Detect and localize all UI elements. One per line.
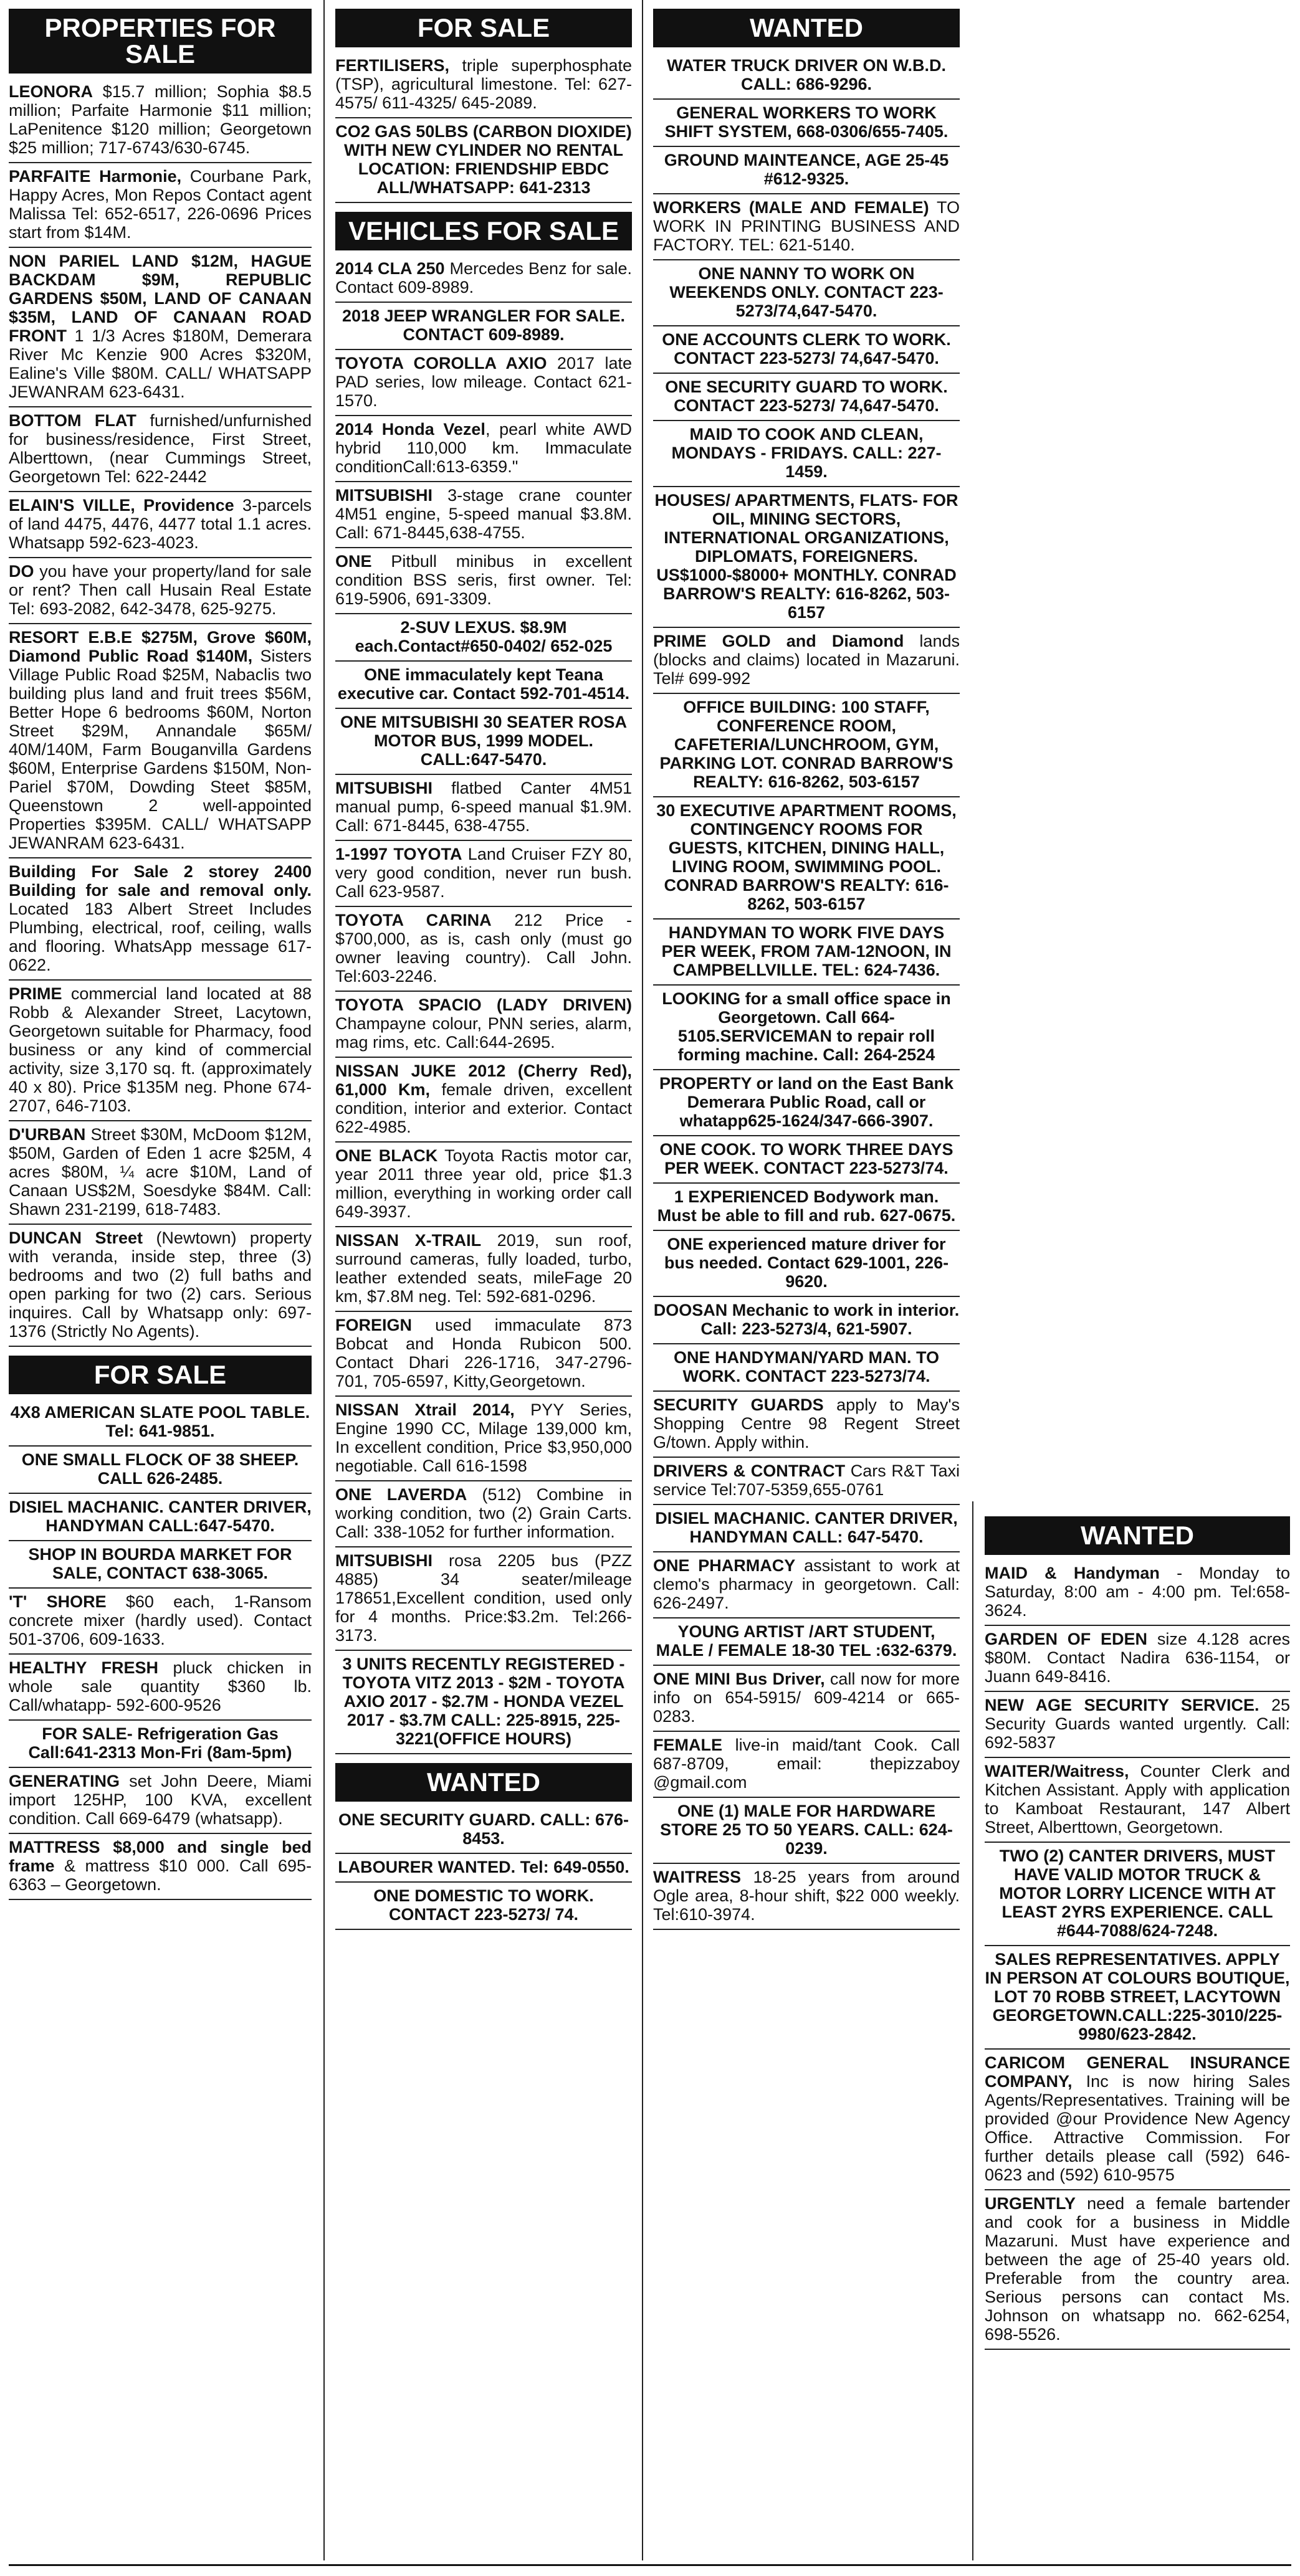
classified-ad bbox=[335, 775, 632, 841]
ad-lead: TOYOTA SPACIO (LADY DRIVEN) bbox=[335, 996, 632, 1014]
ad-body: Inc is now hiring Sales Agents/Representatives. Training will be provided @our Providence New Agency Office. Attractive Commission. For further details please call (592) 646-0623 and (592) 610-9575 bbox=[985, 2072, 1290, 2184]
section-heading: WANTED bbox=[653, 9, 960, 47]
classified-ad bbox=[9, 407, 312, 492]
ad-lead: 2014 CLA 250 bbox=[335, 259, 445, 278]
ad-body: set John Deere, Miami import 125HP, 100 KVA, excellent condition. Call 669-6479 (whatsapp). bbox=[9, 1772, 312, 1828]
ad-body: Champayne colour, PNN series, alarm, mag rims, etc. Call:644-2695. bbox=[335, 1014, 632, 1052]
ad-lead: SECURITY GUARDS bbox=[653, 1395, 824, 1414]
classified-ad bbox=[9, 492, 312, 558]
ad-body: 2019, sun roof, surround cameras, fully loaded, turbo, leather extended seats, mileFage 20 km, $7.8M neg. Tel: 592-681-0296. bbox=[335, 1231, 632, 1306]
ad-body: call now for more info on 654-5915/ 609-4214 or 665-0283. bbox=[653, 1670, 960, 1726]
ad-lead: 1 EXPERIENCED Bodywork man. Must be able to fill and rub. 627-0675. bbox=[657, 1187, 956, 1225]
section-heading: WANTED bbox=[335, 1763, 632, 1802]
classified-ad bbox=[9, 1494, 312, 1541]
ad-lead: GARDEN OF EDEN bbox=[985, 1630, 1148, 1648]
classified-ad bbox=[9, 1655, 312, 1721]
ad-lead: ONE immaculately kept Teana executive car. Contact 592-701-4514. bbox=[337, 665, 630, 703]
classified-ad bbox=[9, 1541, 312, 1589]
ad-lead: NISSAN X-TRAIL bbox=[335, 1231, 482, 1250]
classified-ad bbox=[335, 907, 632, 992]
ad-lead: ONE BLACK bbox=[335, 1146, 438, 1165]
classified-ad bbox=[653, 1552, 960, 1618]
column-properties bbox=[9, 0, 312, 1900]
classified-ad bbox=[9, 1834, 312, 1900]
classified-ad bbox=[335, 1227, 632, 1312]
ad-lead: GENERAL WORKERS TO WORK SHIFT SYSTEM, 668-0306/655-7405. bbox=[664, 103, 949, 141]
ad-body: - Monday to Saturday, 8:00 am - 4:00 pm. Tel:658-3624. bbox=[985, 1564, 1290, 1620]
classified-ad bbox=[9, 1225, 312, 1347]
classified-ad bbox=[653, 1666, 960, 1732]
classified-ad bbox=[335, 614, 632, 662]
ad-lead: ONE LAVERDA bbox=[335, 1485, 467, 1504]
classified-ad bbox=[653, 1458, 960, 1505]
classified-ad bbox=[335, 1397, 632, 1481]
classified-ad bbox=[335, 118, 632, 203]
column-divider bbox=[642, 0, 643, 2560]
column-vehicles bbox=[335, 0, 632, 1930]
ad-body: PYY Series, Engine 1990 CC, Milage 139,000 km, In excellent condition, Price $3,950,000 negotiable. Call 616-1598 bbox=[335, 1400, 632, 1475]
classified-ad bbox=[985, 2190, 1290, 2350]
ad-lead: ONE bbox=[335, 552, 372, 571]
classified-ad bbox=[653, 487, 960, 628]
classified-ad bbox=[335, 1883, 632, 1930]
ad-lead: 2018 JEEP WRANGLER FOR SALE. CONTACT 609-8989. bbox=[342, 307, 626, 344]
ad-body: TO WORK IN PRINTING BUSINESS AND FACTORY. TEL: 621-5140. bbox=[653, 198, 960, 254]
classified-ad bbox=[335, 1058, 632, 1143]
classified-ad bbox=[985, 1946, 1290, 2050]
classified-ad bbox=[653, 1184, 960, 1231]
classified-ad bbox=[335, 303, 632, 350]
ad-body: lands (blocks and claims) located in Mazaruni. Tel# 699-992 bbox=[653, 632, 960, 688]
ad-lead: ONE DOMESTIC TO WORK. CONTACT 223-5273/ 74. bbox=[373, 1886, 594, 1924]
classified-ad bbox=[335, 52, 632, 118]
ad-body: Cars R&T Taxi service Tel:707-5359,655-0761 bbox=[653, 1461, 960, 1499]
ad-body: (Newtown) property with veranda, inside step, three (3) bedrooms and two (2) full baths and open parking for two (2) cars. Serious inquires. Call by Whatsapp only: 697-1376 (Strictly No Agents). bbox=[9, 1229, 312, 1341]
ad-lead: DISIEL MACHANIC. CANTER DRIVER, HANDYMAN CALL: 647-5470. bbox=[655, 1509, 958, 1546]
classified-ad bbox=[9, 558, 312, 624]
ad-body: live-in maid/tant Cook. Call 687-8709, email: thepizzaboy @gmail.com bbox=[653, 1736, 960, 1792]
page-bottom-rule bbox=[9, 2564, 1291, 2566]
classified-ad bbox=[9, 163, 312, 248]
ad-lead: ONE ACCOUNTS CLERK TO WORK. CONTACT 223-5273/ 74,647-5470. bbox=[662, 330, 951, 368]
ad-body: 3-stage crane counter 4M51 engine, 5-speed manual $3.8M. Call: 671-8445,638-4755. bbox=[335, 486, 632, 542]
section-heading: PROPERTIES FOR SALE bbox=[9, 9, 312, 74]
ad-lead: MAID & Handyman bbox=[985, 1564, 1160, 1582]
ad-body: Sisters Village Public Road $25M, Nabaclis two building plus land and fruit trees $56M, Better Hope 6 bedrooms $60M, Norton Street $29M, Annandale $65M/ 40M/140M, Farm Bouganvilla Gardens $60M, Enterprise Gardens $150M, Non-Pariel $70M, Dowding Steet $85M, Queenstown 2 well-appointed Properties $395M. CALL/ WHATSAPP JEWANRAM 623-6431. bbox=[9, 647, 312, 852]
ad-lead: CO2 GAS 50LBS (CARBON DIOXIDE) WITH NEW CYLINDER NO RENTAL LOCATION: FRIENDSHIP EBDC ALL/WHATSAPP: 641-2313 bbox=[335, 122, 632, 197]
ad-body: 212 Price - $700,000, as is, cash only (must go owner leaving country). Call John. Tel:603-2246. bbox=[335, 911, 632, 986]
ad-lead: ELAIN'S VILLE, Providence bbox=[9, 496, 234, 515]
section-heading: FOR SALE bbox=[9, 1356, 312, 1394]
ad-lead: ONE HANDYMAN/YARD MAN. TO WORK. CONTACT 223-5273/74. bbox=[673, 1348, 940, 1385]
ad-lead: WORKERS (MALE AND FEMALE) bbox=[653, 198, 929, 217]
classified-ad bbox=[653, 628, 960, 694]
classified-ad bbox=[9, 1768, 312, 1834]
classified-ad bbox=[653, 1344, 960, 1392]
classified-ad bbox=[335, 1807, 632, 1854]
classified-ad bbox=[9, 624, 312, 858]
classified-ad bbox=[653, 1618, 960, 1666]
ad-lead: FOR SALE- Refrigeration Gas Call:641-2313 Mon-Fri (8am-5pm) bbox=[28, 1724, 292, 1762]
ad-lead: PRIME bbox=[9, 984, 62, 1003]
classified-ad bbox=[653, 797, 960, 920]
ad-lead: TOYOTA CARINA bbox=[335, 911, 492, 929]
classified-ad bbox=[335, 1312, 632, 1397]
classified-ad bbox=[985, 1843, 1290, 1946]
ad-lead: 4X8 AMERICAN SLATE POOL TABLE. Tel: 641-9851. bbox=[10, 1403, 310, 1440]
ad-lead: LEONORA bbox=[9, 82, 93, 101]
classified-ad bbox=[9, 1447, 312, 1494]
classified-ad bbox=[653, 147, 960, 194]
ad-lead: WAITER/Waitress, bbox=[985, 1762, 1129, 1780]
classified-ad bbox=[335, 709, 632, 775]
ad-body: size 4.128 acres $80M. Contact Nadira 636-1154, or Juann 649-8416. bbox=[985, 1630, 1290, 1686]
ad-body: 18-25 years from around Ogle area, 8-hour shift, $22 000 weekly. Tel:610-3974. bbox=[653, 1868, 960, 1924]
ad-body: , pearl white AWD hybrid 110,000 km. Immaculate conditionCall:613-6359." bbox=[335, 420, 632, 476]
classified-ad bbox=[335, 482, 632, 548]
ad-body: need a female bartender and cook for a business in Middle Mazaruni. Must have experience and between the age of 25-40 years old. Preferable from the country area. Serious persons can contact Ms. Johnson on whatsapp no. 662-6254, 698-5526. bbox=[985, 2194, 1290, 2344]
column-divider bbox=[323, 0, 325, 2560]
ad-body: Street $30M, McDoom $12M, $50M, Garden of Eden 1 acre $25M, 4 acres $80M, ¼ acre $10M, Land of Canaan US$2M, Soesdyke $84M. Call: Shawn 231-2199, 618-7483. bbox=[9, 1125, 312, 1219]
ad-body: Land Cruiser FZY 80, very good condition, never run bush. Call 623-9587. bbox=[335, 845, 632, 901]
classified-ad bbox=[9, 248, 312, 407]
column-wanted bbox=[653, 0, 960, 1930]
ad-body: you have your property/land for sale or rent? Then call Husain Real Estate Tel: 693-2082, 642-3478, 625-9275. bbox=[9, 562, 312, 618]
ad-body: Counter Clerk and Kitchen Assistant. Apply with application to Kamboat Restaurant, 147 Albert Street, Alberttown, Georgetown. bbox=[985, 1762, 1290, 1837]
ad-body: pluck chicken in whole sale quantity $360 lb. Call/whatapp- 592-600-9526 bbox=[9, 1658, 312, 1714]
ad-body: & mattress $10 000. Call 695-6363 – Georgetown. bbox=[9, 1856, 312, 1894]
ad-body: flatbed Canter 4M51 manual pump, 6-speed manual $1.9M. Call: 671-8445, 638-4755. bbox=[335, 779, 632, 835]
ad-lead: YOUNG ARTIST /ART STUDENT, MALE / FEMALE 18-30 TEL :632-6379. bbox=[656, 1622, 957, 1660]
ad-lead: BOTTOM FLAT bbox=[9, 411, 136, 430]
ad-lead: 2-SUV LEXUS. $8.9M each.Contact#650-0402/ 652-025 bbox=[355, 618, 613, 655]
section-heading: FOR SALE bbox=[335, 9, 632, 47]
classified-ad bbox=[985, 2050, 1290, 2190]
ad-lead: SHOP IN BOURDA MARKET FOR SALE, CONTACT 638-3065. bbox=[28, 1545, 292, 1582]
classified-ad bbox=[9, 78, 312, 163]
classified-ad bbox=[653, 1798, 960, 1864]
ad-lead: ONE PHARMACY bbox=[653, 1556, 796, 1575]
ad-body: Courbane Park, Happy Acres, Mon Repos Contact agent Malissa Tel: 652-6517, 226-0696 Prices start from $14M. bbox=[9, 167, 312, 242]
ad-lead: NON PARIEL LAND $12M, HAGUE BACKDAM $9M, REPUBLIC GARDENS $50M, LAND OF CANAAN $35M, LAND OF CANAAN ROAD FRONT bbox=[9, 252, 312, 345]
column-wanted-extra bbox=[985, 1508, 1290, 2350]
ad-lead: 2014 Honda Vezel bbox=[335, 420, 485, 439]
ad-lead: ONE SECURITY GUARD TO WORK. CONTACT 223-5273/ 74,647-5470. bbox=[665, 378, 948, 415]
ad-body: rosa 2205 bus (PZZ 4885) 34 seater/mileage 178651,Excellent condition, used only for 4 months. Price:$3.2m. Tel:266-3173. bbox=[335, 1551, 632, 1645]
classified-ad bbox=[653, 374, 960, 421]
ad-body: Toyota Ractis motor car, year 2011 three year old, price $1.3 million, everything in working order call 649-3937. bbox=[335, 1146, 632, 1221]
ad-body: 1 1/3 Acres $180M, Demerara River Mc Kenzie 900 Acres $320M, Ealine's Ville $80M. CALL/ WHATSAPP JEWANRAM 623-6431. bbox=[9, 326, 312, 401]
ad-lead: Building For Sale 2 storey 2400 Building for sale and removal only. bbox=[9, 862, 312, 900]
ad-lead: NISSAN Xtrail 2014, bbox=[335, 1400, 515, 1419]
section-heading: VEHICLES FOR SALE bbox=[335, 212, 632, 250]
classified-ad bbox=[335, 255, 632, 303]
ad-body: $15.7 million; Sophia $8.5 million; Parfaite Harmonie $11 million; LaPenitence $120 million; Georgetown $25 million; 717-6743/630-6745. bbox=[9, 82, 312, 157]
ad-lead: FOREIGN bbox=[335, 1316, 413, 1334]
ad-lead: MATTRESS $8,000 and single bed frame bbox=[9, 1838, 312, 1875]
classified-ad bbox=[653, 52, 960, 100]
ad-lead: ONE SECURITY GUARD. CALL: 676-8453. bbox=[338, 1810, 629, 1848]
ad-lead: HANDYMAN TO WORK FIVE DAYS PER WEEK, FROM 7AM-12NOON, IN CAMPBELLVILLE. TEL: 624-7436. bbox=[661, 923, 952, 979]
ad-lead: ONE experienced mature driver for bus needed. Contact 629-1001, 226-9620. bbox=[664, 1235, 949, 1291]
classified-ad bbox=[9, 1121, 312, 1225]
ad-lead: TWO (2) CANTER DRIVERS, MUST HAVE VALID MOTOR TRUCK & MOTOR LORRY LICENCE WITH AT LEAST 2YRS EXPERIENCE. CALL #644-7088/624-7248. bbox=[999, 1846, 1276, 1940]
ad-lead: 'T' SHORE bbox=[9, 1592, 107, 1611]
ad-lead: 3 UNITS RECENTLY REGISTERED - TOYOTA VITZ 2013 - $2M - TOYOTA AXIO 2017 - $2.7M - HONDA VEZEL 2017 - $3.7M CALL: 225-8915, 225-3221(OFFICE HOURS) bbox=[342, 1655, 625, 1748]
ad-lead: TOYOTA COROLLA AXIO bbox=[335, 354, 547, 373]
ad-lead: MITSUBISHI bbox=[335, 486, 433, 505]
ad-lead: RESORT E.B.E $275M, Grove $60M, Diamond Public Road $140M, bbox=[9, 628, 312, 665]
classified-ad bbox=[653, 694, 960, 797]
ad-lead: ONE NANNY TO WORK ON WEEKENDS ONLY. CONTACT 223-5273/74,647-5470. bbox=[669, 264, 944, 320]
classified-ad bbox=[985, 1692, 1290, 1758]
ad-lead: GROUND MAINTEANCE, AGE 25-45 #612-9325. bbox=[664, 151, 949, 188]
ad-lead: URGENTLY bbox=[985, 2194, 1076, 2213]
ad-lead: ONE COOK. TO WORK THREE DAYS PER WEEK. CONTACT 223-5273/74. bbox=[659, 1140, 953, 1177]
ad-lead: HEALTHY FRESH bbox=[9, 1658, 158, 1677]
ad-body: 2017 late PAD series, low mileage. Contact 621-1570. bbox=[335, 354, 632, 410]
ad-lead: LABOURER WANTED. Tel: 649-0550. bbox=[338, 1858, 629, 1876]
ad-body: female driven, excellent condition, interior and exterior. Contact 622-4985. bbox=[335, 1080, 632, 1136]
ad-body: used immaculate 873 Bobcat and Honda Rubicon 500. Contact Dhari 226-1716, 347-2796-701, 705-6597, Kitty,Georgetown. bbox=[335, 1316, 632, 1390]
ad-lead: DUNCAN Street bbox=[9, 1229, 143, 1247]
classified-ad bbox=[653, 421, 960, 487]
ad-lead: 30 EXECUTIVE APARTMENT ROOMS, CONTINGENCY ROOMS FOR GUESTS, KITCHEN, DINING HALL, LIVING ROOM, SWIMMING POOL. CONRAD BARROW'S REALTY: 616-8262, 503-6157 bbox=[656, 801, 957, 913]
ad-body: Mercedes Benz for sale. Contact 609-8989. bbox=[335, 259, 632, 297]
ad-lead: DOOSAN Mechanic to work in interior. Call: 223-5273/4, 621-5907. bbox=[653, 1301, 960, 1338]
classified-ad bbox=[9, 1721, 312, 1768]
classified-ad bbox=[653, 326, 960, 374]
ad-lead: D'URBAN bbox=[9, 1125, 86, 1144]
classified-ad bbox=[335, 1547, 632, 1651]
classified-ad bbox=[335, 416, 632, 482]
classified-ad bbox=[9, 858, 312, 981]
ad-body: Located 183 Albert Street Includes Plumbing, electrical, roof, ceiling, walls and flooring. WhatsApp message 617-0622. bbox=[9, 900, 312, 974]
classified-ad bbox=[653, 260, 960, 326]
classified-ad bbox=[653, 920, 960, 986]
ad-lead: MAID TO COOK AND CLEAN, MONDAYS - FRIDAYS. CALL: 227-1459. bbox=[671, 425, 942, 481]
classified-ad bbox=[653, 1505, 960, 1552]
classified-ad bbox=[335, 662, 632, 709]
ad-body: $60 each, 1-Ransom concrete mixer (hardly used). Contact 501-3706, 609-1633. bbox=[9, 1592, 312, 1648]
classified-ad bbox=[985, 1626, 1290, 1692]
ad-body: triple superphosphate (TSP), agricultural limestone. Tel: 627-4575/ 611-4325/ 645-2089. bbox=[335, 56, 632, 112]
ad-body: apply to May's Shopping Centre 98 Regent Street G/town. Apply within. bbox=[653, 1395, 960, 1452]
classified-ad bbox=[9, 1589, 312, 1655]
ad-lead: ONE MITSUBISHI 30 SEATER ROSA MOTOR BUS, 1999 MODEL. CALL:647-5470. bbox=[340, 713, 628, 769]
ad-lead: WAITRESS bbox=[653, 1868, 742, 1886]
classified-ad bbox=[653, 1864, 960, 1930]
ad-lead: ONE SMALL FLOCK OF 38 SHEEP. CALL 626-2485. bbox=[21, 1450, 299, 1488]
classified-ad bbox=[653, 1136, 960, 1184]
ad-lead: MITSUBISHI bbox=[335, 1551, 433, 1570]
classified-ad bbox=[653, 986, 960, 1070]
ad-lead: PARFAITE Harmonie, bbox=[9, 167, 182, 186]
classified-ad bbox=[335, 548, 632, 614]
classified-ad bbox=[335, 1481, 632, 1547]
ad-lead: WATER TRUCK DRIVER ON W.B.D. CALL: 686-9296. bbox=[667, 56, 946, 93]
ad-lead: 1-1997 TOYOTA bbox=[335, 845, 462, 863]
ad-lead: PROPERTY or land on the East Bank Demerara Public Road, call or whatapp625-1624/347-666-3907. bbox=[659, 1074, 954, 1130]
classified-ad bbox=[985, 1560, 1290, 1626]
ad-lead: GENERATING bbox=[9, 1772, 120, 1790]
ad-lead: PRIME GOLD and Diamond bbox=[653, 632, 904, 650]
ad-lead: ONE (1) MALE FOR HARDWARE STORE 25 TO 50 YEARS. CALL: 624-0239. bbox=[660, 1802, 953, 1858]
classified-ad bbox=[653, 1392, 960, 1458]
ad-lead: ONE MINI Bus Driver, bbox=[653, 1670, 825, 1688]
ad-lead: MITSUBISHI bbox=[335, 779, 433, 797]
column-divider bbox=[972, 1501, 973, 2560]
ad-lead: DISIEL MACHANIC. CANTER DRIVER, HANDYMAN CALL:647-5470. bbox=[9, 1498, 312, 1535]
classified-ad bbox=[335, 1143, 632, 1227]
ad-lead: NISSAN JUKE 2012 (Cherry Red), 61,000 Km, bbox=[335, 1062, 632, 1099]
ad-lead: FERTILISERS, bbox=[335, 56, 450, 75]
classified-ad bbox=[335, 350, 632, 416]
ad-body: (512) Combine in working condition, two (2) Grain Carts. Call: 338-1052 for further information. bbox=[335, 1485, 632, 1541]
classified-ad bbox=[653, 194, 960, 260]
classified-ad bbox=[9, 1399, 312, 1447]
classified-ad bbox=[335, 841, 632, 907]
classified-ad bbox=[335, 1854, 632, 1883]
classified-ad bbox=[335, 992, 632, 1058]
classified-ad bbox=[985, 1758, 1290, 1843]
classified-ad bbox=[653, 1070, 960, 1136]
ad-body: Pitbull minibus in excellent condition BSS seris, first owner. Tel: 619-5906, 691-3309. bbox=[335, 552, 632, 608]
classified-ad bbox=[9, 981, 312, 1121]
ad-lead: DRIVERS & CONTRACT bbox=[653, 1461, 846, 1480]
ad-lead: OFFICE BUILDING: 100 STAFF, CONFERENCE ROOM, CAFETERIA/LUNCHROOM, GYM, PARKING LOT. CONRAD BARROW'S REALTY: 616-8262, 503-6157 bbox=[659, 698, 953, 791]
ad-body: assistant to work at clemo's pharmacy in georgetown. Call: 626-2497. bbox=[653, 1556, 960, 1612]
classified-ad bbox=[653, 100, 960, 147]
ad-lead: LOOKING for a small office space in Georgetown. Call 664-5105.SERVICEMAN to repair roll forming machine. Call: 264-2524 bbox=[662, 989, 951, 1064]
classified-ad bbox=[653, 1231, 960, 1297]
ad-body: 25 Security Guards wanted urgently. Call: 692-5837 bbox=[985, 1696, 1290, 1752]
ad-lead: FEMALE bbox=[653, 1736, 722, 1754]
classified-ad bbox=[335, 1651, 632, 1754]
section-heading: WANTED bbox=[985, 1516, 1290, 1555]
ad-lead: DO bbox=[9, 562, 34, 581]
ad-lead: SALES REPRESENTATIVES. APPLY IN PERSON AT COLOURS BOUTIQUE, LOT 70 ROBB STREET, LACYTOWN GEORGETOWN.CALL:225-3010/225-9980/623-2842. bbox=[985, 1950, 1290, 2043]
ad-body: furnished/unfurnished for business/residence, First Street, Alberttown, (near Cummings Street, Georgetown Tel: 622-2442 bbox=[9, 411, 312, 486]
ad-body: commercial land located at 88 Robb & Alexander Street, Lacytown, Georgetown suitable for Pharmacy, food business or any kind of commercial activity, size 3,170 sq. ft. (approximately 40 x 80). Price $135M neg. Phone 674-2707, 646-7103. bbox=[9, 984, 312, 1115]
ad-lead: CARICOM GENERAL INSURANCE COMPANY, bbox=[985, 2053, 1290, 2091]
ad-lead: NEW AGE SECURITY SERVICE. bbox=[985, 1696, 1259, 1714]
ad-body: 3-parcels of land 4475, 4476, 4477 total 1.1 acres. Whatsapp 592-623-4023. bbox=[9, 496, 312, 552]
classified-ad bbox=[653, 1297, 960, 1344]
classified-ad bbox=[653, 1732, 960, 1798]
ad-lead: HOUSES/ APARTMENTS, FLATS- FOR OIL, MINING SECTORS, INTERNATIONAL ORGANIZATIONS, DIPLOMATS, FOREIGNERS. US$1000-$8000+ MONTHLY. CONRAD BARROW'S REALTY: 616-8262, 503-6157 bbox=[654, 491, 958, 622]
